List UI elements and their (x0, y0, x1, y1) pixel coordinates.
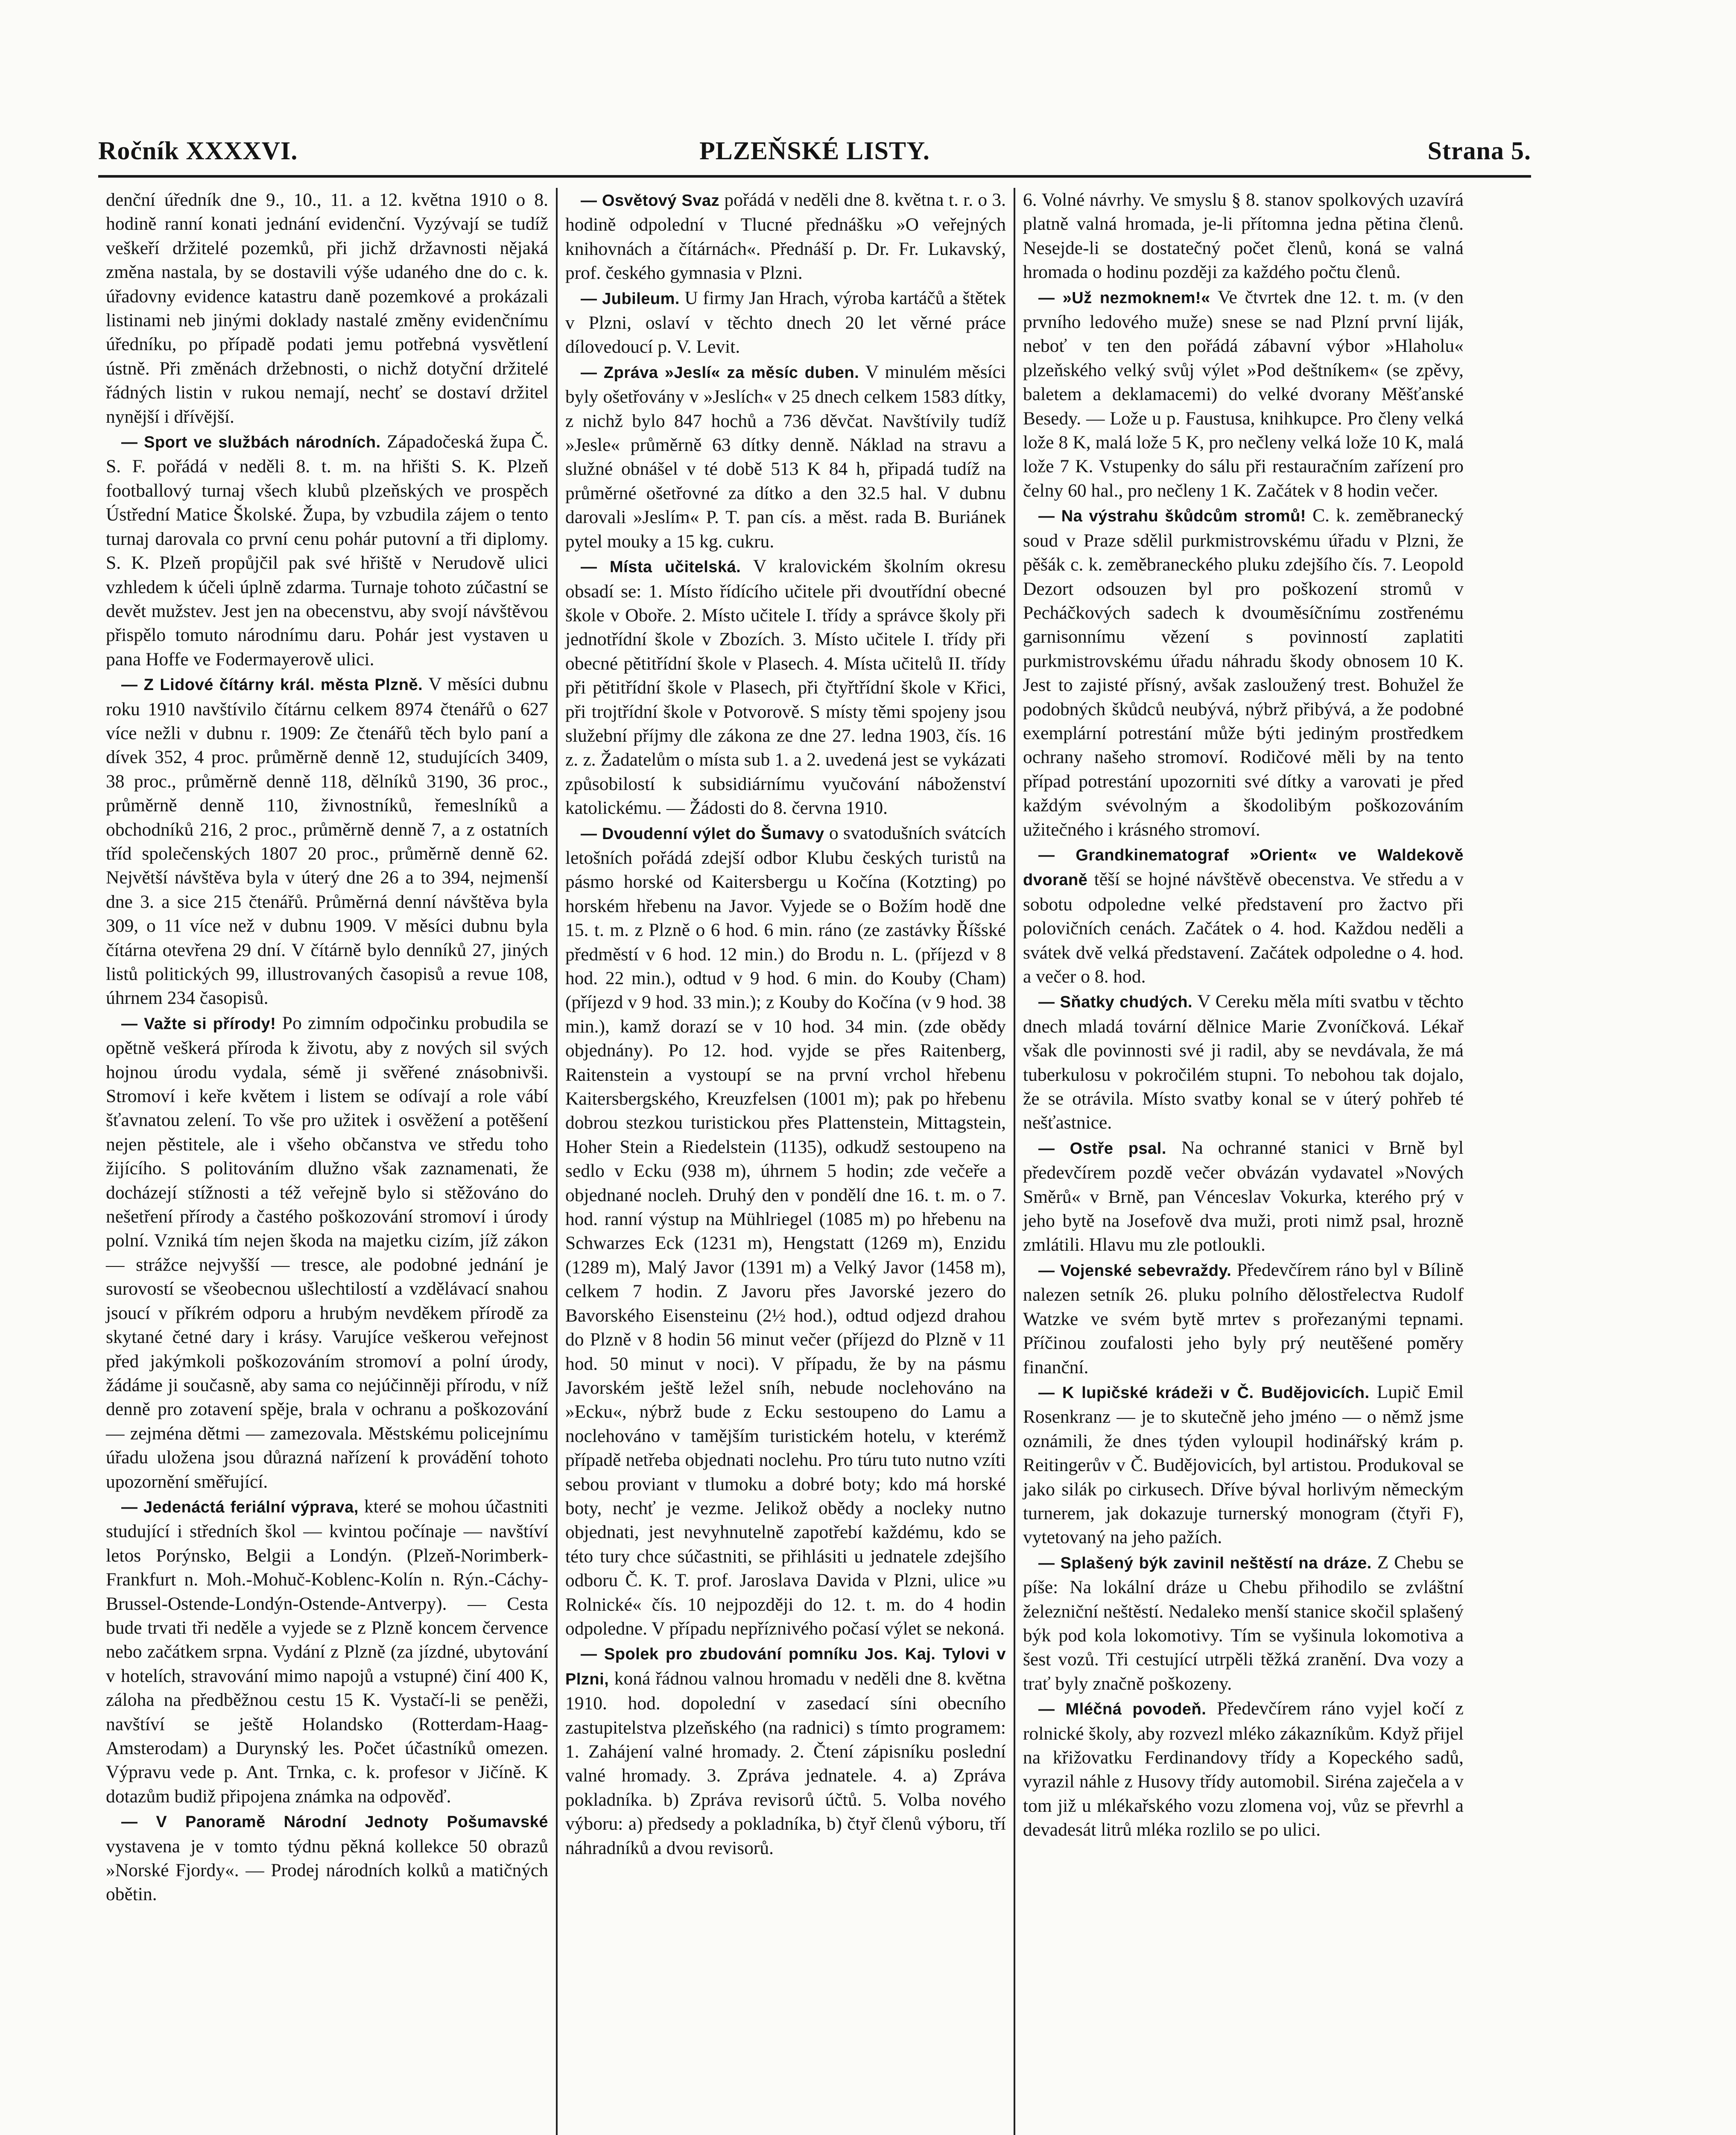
article (1023, 503, 1464, 842)
article-headline: — Jedenáctá feriální výprava, (121, 1498, 359, 1516)
article (565, 821, 1006, 1641)
article (565, 286, 1006, 359)
article-headline: — Jubileum. (581, 290, 680, 308)
article-headline: — Dvoudenní výlet do Šumavy (581, 825, 824, 843)
article-headline: — Sport ve službách národních. (121, 433, 381, 452)
article-text: V minulém měsíci byly ošetřovány v »Jeslích« v 25 dnech celkem 1583 dítky, z nichž bylo 847 hochů a 736 děvčat. Navštívily tudíž »Jesle« průměrně 63 dítky denně. Náklad na stravu a služné obnášel v té době 513 K 84 h, připadá tudíž na průměrné ošetřovné za dítko a den 32.5 hal. V dubnu darovali »Jeslím« P. T. pan cís. a měst. rada B. Buriánek pytel mouky a 15 kg. cukru. (565, 361, 1006, 552)
article-headline: — Splašený býk zavinil neštěstí na dráze. (1038, 1554, 1372, 1572)
article-text: Předevčírem ráno vyjel kočí z rolnické školy, aby rozvezl mléko zákazníkům. Když přijel na křižovatku Ferdinandovy třídy a Kopeckého sadů, vyrazil náhle z Husovy třídy automobil. Siréna zaječela a v tom již u mlékařského vozu zlomena voj, vůz se převrhl a devadesát litrů mléka rozlilo se po ulici. (1023, 1698, 1464, 1840)
article-text: Po zimním odpočinku probudila se opětně veškerá příroda k životu, aby z nových sil svých hojnou úrodu vydala, sémě ji svěřené znásobnivši. Stromoví i keře květem i listem se odívají a role vábí šťavnatou zelení. To vše pro užitek i osvěžení a potěšení nejen pěstitele, ale i všeho občanstva ve středu toho žijícího. S politováním dlužno však zaznamenati, že docházejí stížnosti a též veřejně bylo si stěžováno do nešetření přírody a častého poškozování stromoví i úrody polní. Vzniká tím nejen škoda na majetku cizím, jíž zákon — strážce nejvyšší — tresce, ale podobné jednání je surovostí se všeobecnou ušlechtilostí a vzdělávací snahou jsoucí v příkrém odporu a hrubým nevděkem přírodě za skytané četné dary i krásy. Varujíce veškerou veřejnost před jakýmkoli poškozováním stromoví a polní úrody, žádáme ji současně, aby sama co nejúčinněji přírodu, v níž denně pro zotavení spěje, brala v ochranu a poškozování — zejména dětmi — zamezovala. Městskému policejnímu úřadu uložena jsou důrazná nařízení k provádění tohoto upozornění směřující. (106, 1012, 549, 1492)
article-headline: — Z Lidové čítárny král. města Plzně. (121, 676, 423, 694)
article-text: U firmy Jan Hrach, výroba kartáčů a štětek v Plzni, oslaví v těchto dnech 20 let věrné práce dílovedoucí p. V. Levit. (565, 287, 1006, 357)
article-headline: — Místa učitelská. (581, 558, 741, 576)
article (1023, 1696, 1464, 1842)
article-text: Lupič Emil Rosenkranz — je to skutečně jeho jméno — o němž jsme oznámili, že dnes týden vyloupil hodinářský krám p. Reitingerův v Č. Budějovicích, byl artistou. Produkoval se jako silák po cirkusech. Dříve býval horlivým německým turnerem, jak dokazuje turnerský monogram (čtyři F), vytetovaný na jeho pažích. (1023, 1381, 1464, 1548)
article-text: V Cereku měla míti svatbu v těchto dnech mladá tovární dělnice Marie Zvoníčková. Lékař však dle povinnosti své ji radil, aby se nevdávala, že má tuberkulosu v pokročilém stupni. To nebohou tak dojalo, že se otrávila. Místo svatby konal se v úterý pohřeb té nešťastnice. (1023, 991, 1464, 1133)
column-3 (1014, 188, 1471, 2135)
article-text: C. k. zeměbranecký soud v Praze sdělil purkmistrovskému úřadu v Plzni, že pěšák c. k. zeměbraneckého pluku zdejšího čís. 7. Leopold Dezort odsouzen byl pro poškození stromů v Pecháčkových sadech k dvouměsíčnímu zostřenému garnisonnímu vězení s povinností zaplatiti purkmistrovskému úřadu náhradu škody obnosem 10 K. Jest to zajisté přísný, avšak zasloužený trest. Bohužel že podobných škůdců neubývá, nýbrž přibývá, a že podobné exemplární potrestání může býti jediným prostředkem ochrany našeho stromoví. Rodičové měli by na tento případ potrestání upozorniti své dítky a varovati je před každým svévolným a škodolibým poškozováním užitečného i krásného stromoví. (1023, 505, 1464, 840)
article-headline: — Zpráva »Jeslí« za měsíc duben. (581, 363, 859, 382)
article (106, 188, 548, 429)
newspaper-title: PLZEŇSKÉ LISTY. (699, 137, 930, 165)
article (1023, 989, 1464, 1135)
article-text: těší se hojné návštěvě obecenstva. Ve středu a v sobotu odpoledne velké představení pro žactvo při polovičních cenách. Začátek o 4. hod. Každou neděli a svátek dvě velká představení. Začátek odpoledne o 4. hod. a večer o 8. hod. (1023, 869, 1464, 987)
article-headline: — »Už nezmoknem!« (1038, 289, 1210, 307)
article-text: 6. Volné návrhy. Ve smyslu § 8. stanov spolkových uzavírá platně valná hromada, je-li přítomna jedna pětina členů. Nesejde-li se dostatečný počet členů, koná se valná hromada o hodinu později za každého počtu členů. (1023, 190, 1464, 283)
article-headline: — Važte si přírody! (121, 1015, 276, 1033)
article (565, 1641, 1006, 1860)
column-2 (556, 188, 1014, 2135)
article-headline: — Sňatky chudých. (1038, 993, 1193, 1012)
article-headline: — V Panoramě Národní Jednoty Pošumavské (121, 1813, 548, 1831)
article (106, 1494, 548, 1808)
article-headline: — Osvětový Svaz (581, 192, 720, 210)
article (1023, 842, 1464, 989)
volume-label: Ročník XXXXVI. (98, 137, 298, 165)
article-text: pořádá v neděli dne 8. května t. r. o 3. hodině odpolední v Tlucné přednášku »O veřejných knihovnách a čítárnách«. Přednáší p. Dr. Fr. Lukavský, prof. českého gymnasia v Plzni. (565, 190, 1006, 284)
article (106, 672, 548, 1010)
article (565, 188, 1006, 285)
article (1023, 188, 1464, 284)
article (106, 1011, 548, 1494)
article-text: V kralovickém školním okresu obsadí se: 1. Místo řídícího učitele při dvoutřídní obecné škole v Oboře. 2. Místo učitele I. třídy a správce školy při jednotřídní škole v Zbozích. 3. Místo učitele I. třídy při obecné pětitřídní škole v Plasech. 4. Místa učitelů II. třídy při pětitřídní škole v Plasech, při čtyřtřídní škole v Křici, při trojtřídní škole v Potvorově. S místy těmi spojeny jsou služební příjmy dle zákona ze dne 27. ledna 1903, čís. 16 z. z. Žadatelům o místa sub 1. a 2. uvedená jest se vykázati způsobilostí k subsidiárnímu vyučování náboženství katolickému. — Žádosti do 8. června 1910. (565, 556, 1006, 819)
article (1023, 1136, 1464, 1257)
article (1023, 1550, 1464, 1696)
column-1 (98, 188, 556, 2135)
article (1023, 285, 1464, 503)
article-headline: — Mléčná povodeň. (1038, 1700, 1207, 1719)
article (565, 554, 1006, 820)
article (1023, 1258, 1464, 1379)
article-text: Západočeská župa Č. S. F. pořádá v neděli 8. t. m. na hřišti S. K. Plzeň footballový turnaj všech klubů plzeňských ve prospěch Ústřední Matice Školské. Župa, by vzbudila zájem o tento turnaj darovala co první cenu pohár putovní a tři diplomy. S. K. Plzeň propůjčil pak své hřiště v Nerudově ulici vzhledem k účeli úplně zdarma. Turnaje tohoto zúčastní se devět mužstev. Jest jen na obecenstvu, aby svojí návštěvou přispělo tomuto národnímu daru. Pohár jest vystaven u pana Hoffe ve Fodermayerově ulici. (106, 431, 548, 670)
article-headline: — Na výstrahu škůdcům stromů! (1038, 507, 1306, 526)
article-headline: — Grandkinematograf »Orient« ve Waldekově dvoraně (1023, 846, 1464, 889)
page-number: Strana 5. (1427, 137, 1531, 165)
article-text: Předevčírem ráno byl v Bílině nalezen setník 26. pluku polního dělostřelectva Rudolf Watzke ve svém bytě mrtev s prořezanými tepnami. Příčinou zoufalosti jeho byly prý neutěšené poměry finanční. (1023, 1259, 1464, 1378)
article (565, 360, 1006, 553)
article-text: o svatodušních svátcích letošních pořádá zdejší odbor Klubu českých turistů na pásmo horské od Kaitersbergu u Kočína (Kotzting) po horském hřebenu na Javor. Vyjede se o Božím hodě dne 15. t. m. z Plzně o 6 hod. 6 min. ráno (ze zastávky Říšské předměstí v 6 hod. 12 min.) do Brodu n. L. (příjezd v 8 hod. 22 min.), odtud v 9 hod. 6 min. do Kouby (Cham) (příjezd v 9 hod. 33 min.); z Kouby do Kočína (v 9 hod. 38 min.), kamž dorazí se v 10 hod. 34 min. (zde obědy objednány). Po 12. hod. vyjde se přes Raitenberg, Raitenstein a vystoupí se na první vrchol hřebenu Kaitersbergského, Kreuzfelsen (1001 m); pak po hřebenu dobrou stezkou turistickou přes Plattenstein, Mittagstein, Hoher Stein a Riedelstein (1135), odkudž sestoupeno na sedlo v Ecku (938 m), úhrnem 5 hodin; zde večeře a objednané nocleh. Druhý den v pondělí dne 16. t. m. o 7. hod. ranní výstup na Mühlriegel (1085 m) po hřebenu na Schwarzes Eck (1231 m), Hengstatt (1269 m), Enzidu (1289 m), Malý Javor (1391 m) a Velký Javor (1458 m), celkem 7 hodin. Z Javoru přes Javorské jezero do Bavorského Eisensteinu (2½ hod.), odtud odjezd drahou do Plzně v 8 hodin 56 minut večer (příjezd do Plzně v 11 hod. 50 minut v noci). V případu, že by na pásmu Javorském ještě ležel sníh, nebude noclehováno na »Ecku«, nýbrž bude z Ecku sestoupeno do Lamu a noclehováno v tamějším turistickém hotelu, v kterémž případě netřeba objednati noclehu. Pro túru tuto nutno vzíti sebou proviant v tlumoku a dobré boty; kdo má horské boty, nechť je vezme. Jelikož obědy a nocleky nutno objednati, jest nevyhnutelně zapotřebí každému, kdo se této tury chce súčastniti, se přihlásiti u jednatele zdejšího odboru Č. K. T. prof. Jaroslava Davida v Plzni, ulice »u Rolnické« čís. 10 nejpozději do 12. t. m. do 4 hodin odpoledne. V případu nepříznivého počasí výlet se nekoná. (565, 822, 1006, 1639)
article-text: které se mohou účastniti studující i středních škol — kvintou počínaje — navštíví letos Porýnsko, Belgii a Londýn. (Plzeň-Norimberk-Frankfurt n. Moh.-Mohuč-Koblenc-Kolín n. Rýn.-Cáchy-Brussel-Ostende-Londýn-Ostende-Antverpy). — Cesta bude trvati tři neděle a vyjede se z Plzně koncem července nebo začátkem srpna. Vydání z Plzně (za jízdné, ubytování v hotelích, stravování mimo napojů a vstupné) činí 400 K, záloha na předběžnou cestu 15 K. Vystačí-li se peněži, navštíví se ještě Holandsko (Rotterdam-Haag-Amsterodam) a Durynský les. Počet účastníků omezen. Výpravu vede p. Ant. Trnka, c. k. profesor v Jičíně. K dotazům budiž připojena známka na odpověď. (106, 1496, 549, 1807)
article-headline: — K lupičské krádeži v Č. Budějovicích. (1038, 1383, 1370, 1402)
page-header (98, 128, 1531, 178)
article (1023, 1380, 1464, 1550)
article-text: V měsíci dubnu roku 1910 navštívilo čítárnu celkem 8974 čtenářů o 627 více nežli v dubnu r. 1909: Ze čtenářů těch bylo paní a dívek 352, 4 proc. průměrně denně 12, studujících 3409, 38 proc., průměrně denně 118, dělníků 3190, 36 proc., průměrně denně 110, živnostníků, řemeslníků a obchodníků 216, 2 proc., průměrně denně 7, a z ostatních tříd společenských 1807 20 proc., průměrně denně 62. Největší návštěva byla v úterý dne 26 a to 394, nejmenší dne 3. a sice 215 čtenářů. Průměrná denní návštěva byla 309, o 11 více než v dubnu 1909. V měsíci dubnu byla čítárna otevřena 29 dní. V čítárně bylo denníků 27, jiných listů politických 99, illustrovaných časopisů a revue 108, úhrnem 234 časopisů. (106, 674, 549, 1009)
article (106, 1809, 548, 1907)
article-text: denční úředník dne 9., 10., 11. a 12. května 1910 o 8. hodině ranní konati jednání evidenční. Vyzývají se tudíž veškeří držitelé pozemků, při jichž državnosti nějaká změna nastala, by se dostavili výše udaného dne do c. k. úřadovny evidence katastru daně pozemkové a prokázali listinami neb jinými doklady nastalé změny evidenčnímu úředníku, po případě podati jemu potřebná vysvětlení ústně. Při změnách držebnosti, o nichž dotyční držitelé řádných listin v rukou nemají, nechť se dostaví držitel nynější i dřívější. (106, 190, 548, 427)
article-headline: — Ostře psal. (1038, 1139, 1166, 1158)
article-columns (98, 188, 1503, 2135)
article-headline: — Vojenské sebevraždy. (1038, 1261, 1232, 1280)
article-text: vystavena je v tomto týdnu pěkná kollekce 50 obrazů »Norské Fjordy«. — Prodej národních kolků a matičných obětin. (106, 1836, 548, 1905)
article-headline: — Spolek pro zbudování pomníku Jos. Kaj. Tylovi v Plzni, (565, 1645, 1006, 1688)
article-text: Z Chebu se píše: Na lokální dráze u Chebu přihodilo se zvláštní železniční neštěstí. Nedaleko menší stanice skočil splašený býk pod kola lokomotivy. Tím se vyšinula lokomotiva a šest vozů. Tři cestující utrpěli těžká zranění. Dva vozy a trať byly značně poškozeny. (1023, 1552, 1464, 1694)
article (106, 430, 548, 671)
article-text: koná řádnou valnou hromadu v neděli dne 8. května 1910. hod. dopolední v zasedací síni obecního zastupitelstva plzeňského (na radnici) s tímto programem: 1. Zahájení valné hromady. 2. Čtení zápisníku poslední valné hromady. 3. Zpráva jednatele. 4. a) Zpráva pokladníka. b) Zpráva revisorů účtů. 5. Volba nového výboru: a) předsedy a pokladníka, b) čtyř členů výboru, tří náhradníků a dvou revisorů. (565, 1668, 1006, 1858)
article-text: Na ochranné stanici v Brně byl předevčírem pozdě večer obvázán vydavatel »Nových Směrů« v Brně, pan Vénceslav Vokurka, kterého prý v jeho bytě na Josefově dva muži, proti nimž psal, hrozně zmlátili. Hlavu mu zle potloukli. (1023, 1137, 1464, 1255)
article-text: Ve čtvrtek dne 12. t. m. (v den prvního ledového muže) snese se nad Plzní první liják, neboť v ten den pořádá zábavní výbor »Hlaholu« plzeňského velký svůj výlet »Pod deštníkem« (se zpěvy, baletem a deklamacemi) do velké dvorany Měšťanské Besedy. — Lože u p. Faustusa, knihkupce. Pro členy velká lože 8 K, malá lože 5 K, pro nečleny velká lože 10 K, malá lože 7 K. Vstupenky do sálu při restauračním zařízení pro čelny 60 hal., pro nečleny 1 K. Začátek v 8 hodin večer. (1023, 287, 1464, 501)
